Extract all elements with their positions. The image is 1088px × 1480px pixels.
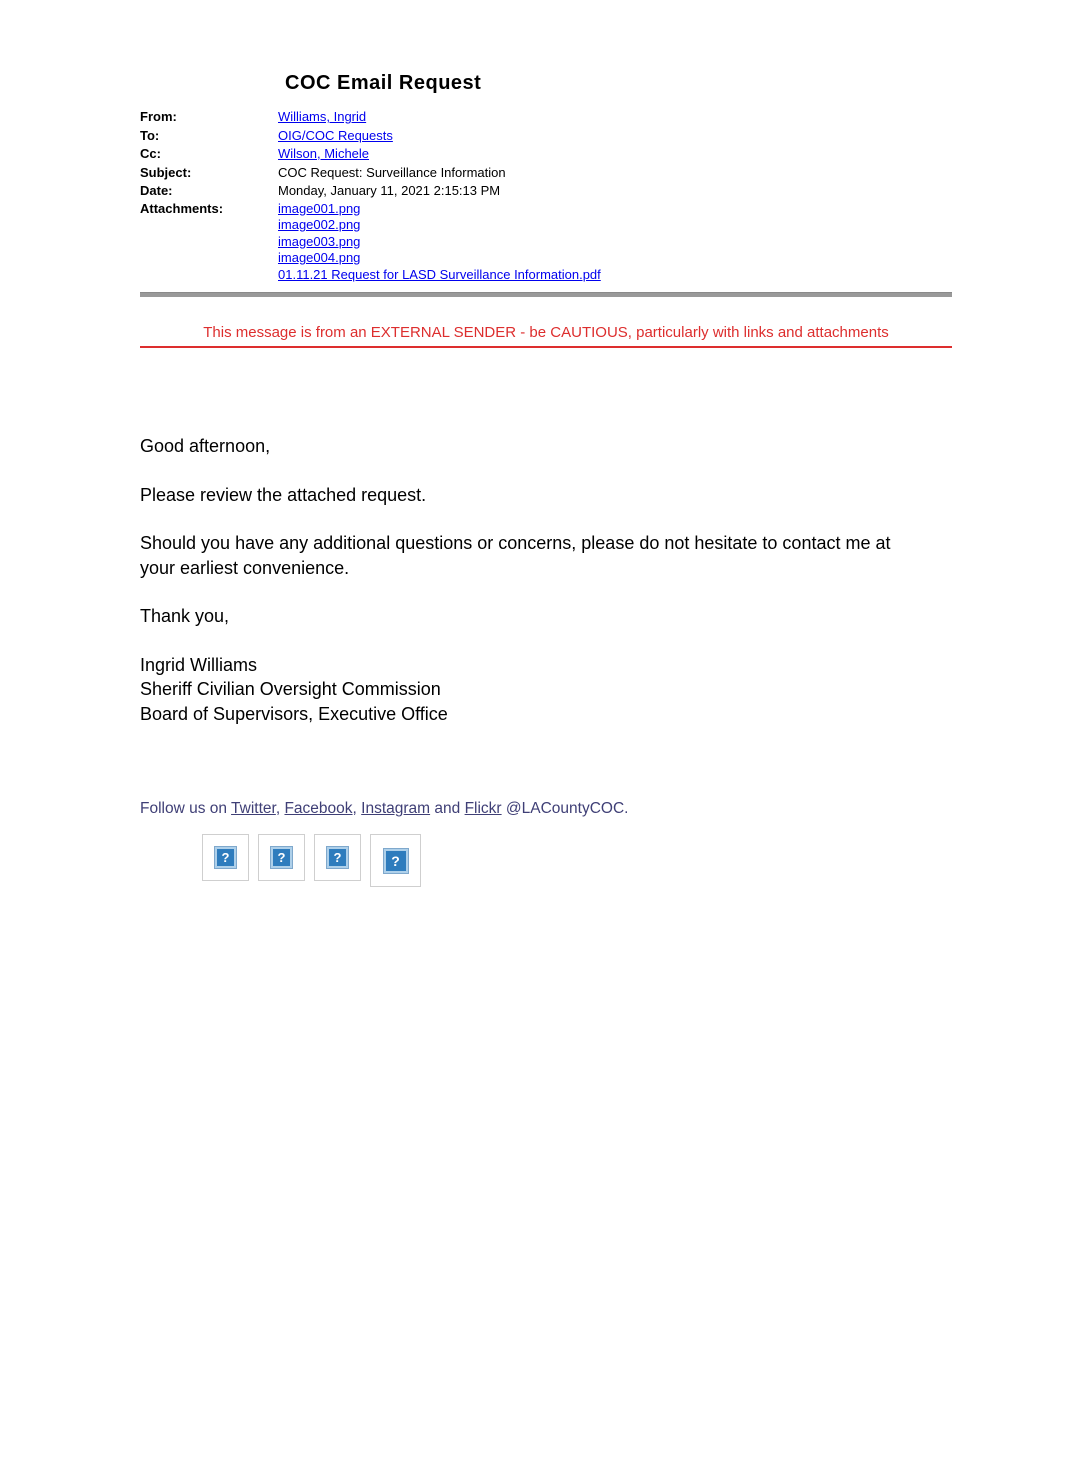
body-paragraph-questions: Should you have any additional questions or concerns, please do not hesitate to contact me at your earliest convenience. bbox=[140, 533, 891, 578]
attachments-label: Attachments: bbox=[140, 200, 224, 216]
question-mark-icon: ? bbox=[271, 847, 292, 868]
instagram-link[interactable]: Instagram bbox=[361, 800, 431, 817]
attachment-link[interactable]: image004.png bbox=[278, 250, 361, 265]
header-row-to bbox=[140, 127, 952, 146]
social-handle-text: @LACountyCOC. bbox=[505, 800, 629, 817]
header-separator-rule bbox=[140, 292, 952, 297]
attachments-list bbox=[278, 201, 601, 284]
broken-image-placeholder[interactable] bbox=[202, 834, 249, 881]
from-value-link[interactable]: Williams, Ingrid bbox=[278, 109, 367, 124]
header-row-date bbox=[140, 182, 952, 201]
email-document bbox=[140, 72, 952, 887]
header-row-subject bbox=[140, 164, 952, 183]
follow-text: Follow us on bbox=[140, 800, 232, 817]
signature-office: Board of Supervisors, Executive Office bbox=[140, 703, 448, 724]
body-paragraph-review: Please review the attached request. bbox=[140, 484, 427, 505]
header-row-cc bbox=[140, 145, 952, 164]
attachment-link-pdf[interactable]: 01.11.21 Request for LASD Surveillance Information.pdf bbox=[278, 266, 601, 282]
attachment-link[interactable]: image003.png bbox=[278, 233, 361, 249]
body-paragraph-greeting: Good afternoon, bbox=[140, 436, 271, 456]
broken-image-placeholder[interactable] bbox=[370, 834, 421, 887]
attachment-link[interactable]: image002.png bbox=[278, 217, 361, 232]
to-value-link[interactable]: OIG/COC Requests bbox=[278, 127, 393, 143]
to-label: To: bbox=[140, 127, 160, 143]
flickr-link[interactable]: Flickr bbox=[464, 800, 502, 817]
separator-text: , bbox=[352, 800, 362, 817]
signature-org: Sheriff Civilian Oversight Commission bbox=[140, 679, 441, 699]
external-sender-banner: This message is from an EXTERNAL SENDER - be CAUTIOUS, particularly with links and attachments bbox=[203, 324, 889, 341]
from-label: From: bbox=[140, 109, 177, 124]
attachment-link[interactable]: image001.png bbox=[278, 200, 361, 216]
email-header bbox=[140, 108, 952, 283]
social-image-placeholders bbox=[202, 834, 952, 887]
broken-image-placeholder[interactable] bbox=[314, 834, 361, 881]
subject-label: Subject: bbox=[140, 164, 192, 180]
separator-text: , bbox=[275, 800, 285, 817]
broken-image-placeholder[interactable] bbox=[258, 834, 305, 881]
social-follow-line bbox=[140, 800, 952, 818]
email-body bbox=[140, 434, 924, 726]
cc-label: Cc: bbox=[140, 146, 161, 161]
twitter-link[interactable]: Twitter bbox=[231, 800, 276, 817]
header-row-from bbox=[140, 108, 952, 127]
page-title: COC Email Request bbox=[285, 72, 482, 94]
question-mark-icon: ? bbox=[384, 849, 408, 873]
subject-value: COC Request: Surveillance Information bbox=[278, 164, 506, 180]
facebook-link[interactable]: Facebook bbox=[284, 800, 353, 817]
date-value: Monday, January 11, 2021 2:15:13 PM bbox=[278, 183, 501, 198]
header-row-attachments bbox=[140, 201, 952, 284]
signature-block bbox=[140, 653, 924, 727]
date-label: Date: bbox=[140, 183, 173, 198]
question-mark-icon: ? bbox=[327, 847, 348, 868]
question-mark-icon: ? bbox=[215, 847, 236, 868]
banner-underline-rule bbox=[140, 346, 952, 348]
separator-text: and bbox=[430, 800, 465, 817]
cc-value-link[interactable]: Wilson, Michele bbox=[278, 146, 370, 161]
signature-name: Ingrid Williams bbox=[140, 654, 258, 675]
body-paragraph-thanks: Thank you, bbox=[140, 606, 230, 626]
